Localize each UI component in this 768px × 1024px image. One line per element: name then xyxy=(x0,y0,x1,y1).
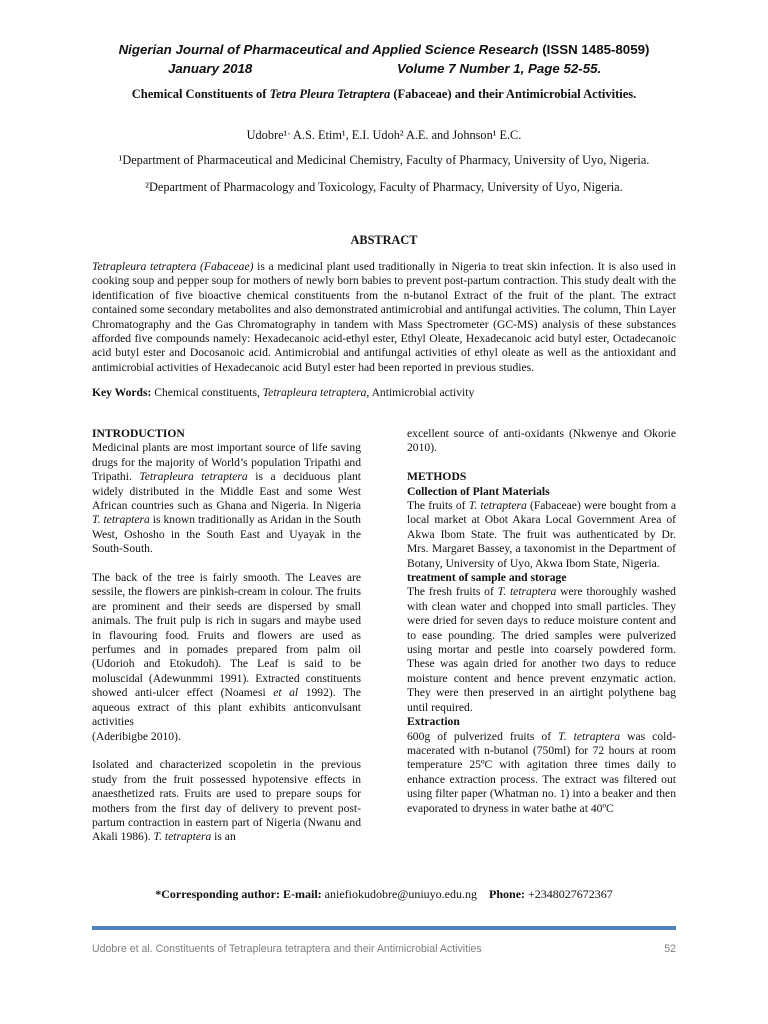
species-name: T. tetraptera xyxy=(468,499,527,513)
title-part: (Fabaceae) and their Antimicrobial Activities. xyxy=(390,87,637,101)
author-list: Udobre¹ˑ A.S. Etim¹, E.I. Udoh² A.E. and Johnson¹ E.C. xyxy=(246,128,522,142)
running-footer: Udobre et al. Constituents of Tetrapleura tetraptera and their Antimicrobial Activities xyxy=(92,943,482,955)
corresponding-author xyxy=(0,887,768,902)
species-name: T. tetraptera xyxy=(497,585,557,599)
paragraph-gap xyxy=(407,456,676,470)
paragraph-text: Medicinal plants are most important source of life saving drugs for the majority of World’s population Tripathi and Tripathi. xyxy=(92,441,361,484)
abstract-text: is a medicinal plant used traditionally in Nigeria to treat skin infection. It is also used in cooking soup and pepper soup for mothers of newly born babies to prevent post-partum contraction. This study dealt with the identification of five bioactive chemical constituents from the n-butanol Extract of the fruit of the plant. The extract contained some secondary metabolites and also demonstrated antimicrobial and antifungal activities. The column, Thin Layer Chromatography and the Gas Chromatography in tandem with Mass Spectrometer (GC-MS) analysis of these substances afforded five compounds namely: Hexadecanoic acid-ethyl ester, Ethyl Oleate, Hexadecanoic acid butyl ester, Octadecanoic acid butyl ester and Docosanoic acid. Antimicrobial and antifungal activities of ethyl oleate as well as the antioxidant and antimicrobial activities of Hexadecanoic acid Butyl ester had been reported in previous studies. xyxy=(92,260,676,374)
paragraph-text: The fresh fruits of xyxy=(407,585,498,599)
paragraph-text: were thoroughly washed with clean water and chopped into small particles. They were dried for seven days to reduce moisture content and to ease pounding. The dried samples were pulverized using mortar and pestle into coarsely powdered form. These was again dried for another two days to reduce moisture content and hence prevent enzymatic action. They were then preserved in an airtight polythene bag until required. xyxy=(407,585,676,714)
paragraph-text: is an xyxy=(211,830,236,844)
keywords-species: Tetrapleura tetraptera xyxy=(262,386,367,399)
left-column xyxy=(92,427,361,845)
paragraph-text: The fruits of xyxy=(407,499,469,513)
extraction-paragraph xyxy=(407,730,676,816)
journal-issn: (ISSN 1485-8059) xyxy=(538,42,650,57)
keywords xyxy=(92,386,676,400)
paragraph-gap xyxy=(92,557,361,571)
paragraph-text: is known traditionally as Aridan in the South West, Oshosho in the South East and Uyayak in the South-South. xyxy=(92,513,361,556)
page-number: 52 xyxy=(664,943,676,955)
phone-number: +2348027672367 xyxy=(525,887,613,901)
abstract-body xyxy=(92,260,676,375)
journal-header xyxy=(0,42,768,57)
affiliation-2: ²Department of Pharmacology and Toxicology, Faculty of Pharmacy, University of Uyo, Nigeria. xyxy=(145,180,623,194)
paragraph-text: Isolated and characterized scopoletin in the previous study from the fruit possessed hypotensive effects in anaesthetized rats. Fruits are used to prepare soups for mothers from the first day of delivery to prevent post-partum contraction in eastern part of Nigeria (Nwanu and Akali 1986). xyxy=(92,758,361,844)
intro-continuation: excellent source of anti-oxidants (Nkwenye and Okorie 2010). xyxy=(407,427,676,455)
paragraph-text: 600g of pulverized fruits of xyxy=(407,729,559,743)
abstract-heading: ABSTRACT xyxy=(350,233,418,247)
paragraph-gap xyxy=(92,744,361,758)
footer-rule xyxy=(92,926,676,930)
paper-title xyxy=(0,87,768,102)
intro-paragraph-1 xyxy=(92,441,361,556)
intro-paragraph-2 xyxy=(92,571,361,729)
title-species: Tetra Pleura Tetraptera xyxy=(269,87,391,101)
species-name: T. tetraptera xyxy=(92,513,150,527)
paragraph-text: is a deciduous plant widely distributed in the Middle East and some West African countries such as Ghana and Nigeria. In Nigeria xyxy=(92,470,361,513)
extraction-heading: Extraction xyxy=(407,715,460,729)
right-column xyxy=(407,427,676,816)
methods-heading: METHODS xyxy=(407,470,467,484)
paragraph-text: 1992). The aqueous extract of this plant exhibits anticonvulsant activities xyxy=(92,686,361,729)
paragraph-text: The back of the tree is fairly smooth. The Leaves are sessile, the flowers are pinkish-cream in colour. The fruits are prominent and their seeds are dispersed by small animals. The fruit pulp is rich in sugars and maybe used in flavouring food. Fruits and flowers are used as perfumes and in pomades prepared from palm oil (Udorioh and Etokudoh). The Leaf is said to be moluscidal (Adewunmmi 1991). Extracted constituents showed anti-ulcer effect (Noamesi xyxy=(92,571,361,700)
issue-volume: Volume 7 Number 1, Page 52-55. xyxy=(397,61,602,76)
issue-date: January 2018 xyxy=(168,61,253,76)
species-name: Tetrapleura tetraptera xyxy=(139,470,248,484)
et-al: et al xyxy=(273,686,299,700)
collection-paragraph xyxy=(407,499,676,571)
keywords-label: Key Words: xyxy=(92,386,152,399)
collection-heading: Collection of Plant Materials xyxy=(407,484,550,498)
corresponding-label: *Corresponding author: E-mail: xyxy=(155,887,322,901)
phone-label: Phone: xyxy=(489,887,526,901)
abstract-species: Tetrapleura tetraptera (Fabaceae) xyxy=(92,260,254,273)
email-address: aniefiokudobre@uniuyo.edu.ng xyxy=(321,887,478,901)
introduction-heading: INTRODUCTION xyxy=(92,427,185,440)
intro-citation: (Aderibigbe 2010). xyxy=(92,729,181,743)
affiliation-1: ¹Department of Pharmaceutical and Medicinal Chemistry, Faculty of Pharmacy, University of Uyo, Nigeria. xyxy=(118,153,650,167)
treatment-heading: treatment of sample and storage xyxy=(407,571,567,585)
species-name: T. tetraptera xyxy=(558,729,621,743)
title-part: Chemical Constituents of xyxy=(131,87,270,101)
paragraph-text: was cold-macerated with n-butanol (750ml) for 72 hours at room temperature 25ºC with agitation three times daily to enhance extraction process. The extract was filtered out using filter paper (Whatman no. 1) into a beaker and then evaporated to dryness in water bathe at 40ºC xyxy=(407,729,676,815)
paragraph-text: (Fabaceae) were bought from a local market at Obot Akara Local Government Area of Akwa Ibom State. The fruit was authenticated by Dr. Mrs. Margaret Bassey, a taxonomist in the Department of Botany, University of Uyo, Akwa Ibom State, Nigeria. xyxy=(407,499,676,570)
keywords-text: , Antimicrobial activity xyxy=(366,386,475,399)
species-name: T. tetraptera xyxy=(153,830,212,844)
keywords-text: Chemical constituents, xyxy=(151,386,263,399)
treatment-paragraph xyxy=(407,585,676,715)
journal-name: Nigerian Journal of Pharmaceutical and Applied Science Research xyxy=(118,42,539,57)
intro-paragraph-3 xyxy=(92,758,361,844)
